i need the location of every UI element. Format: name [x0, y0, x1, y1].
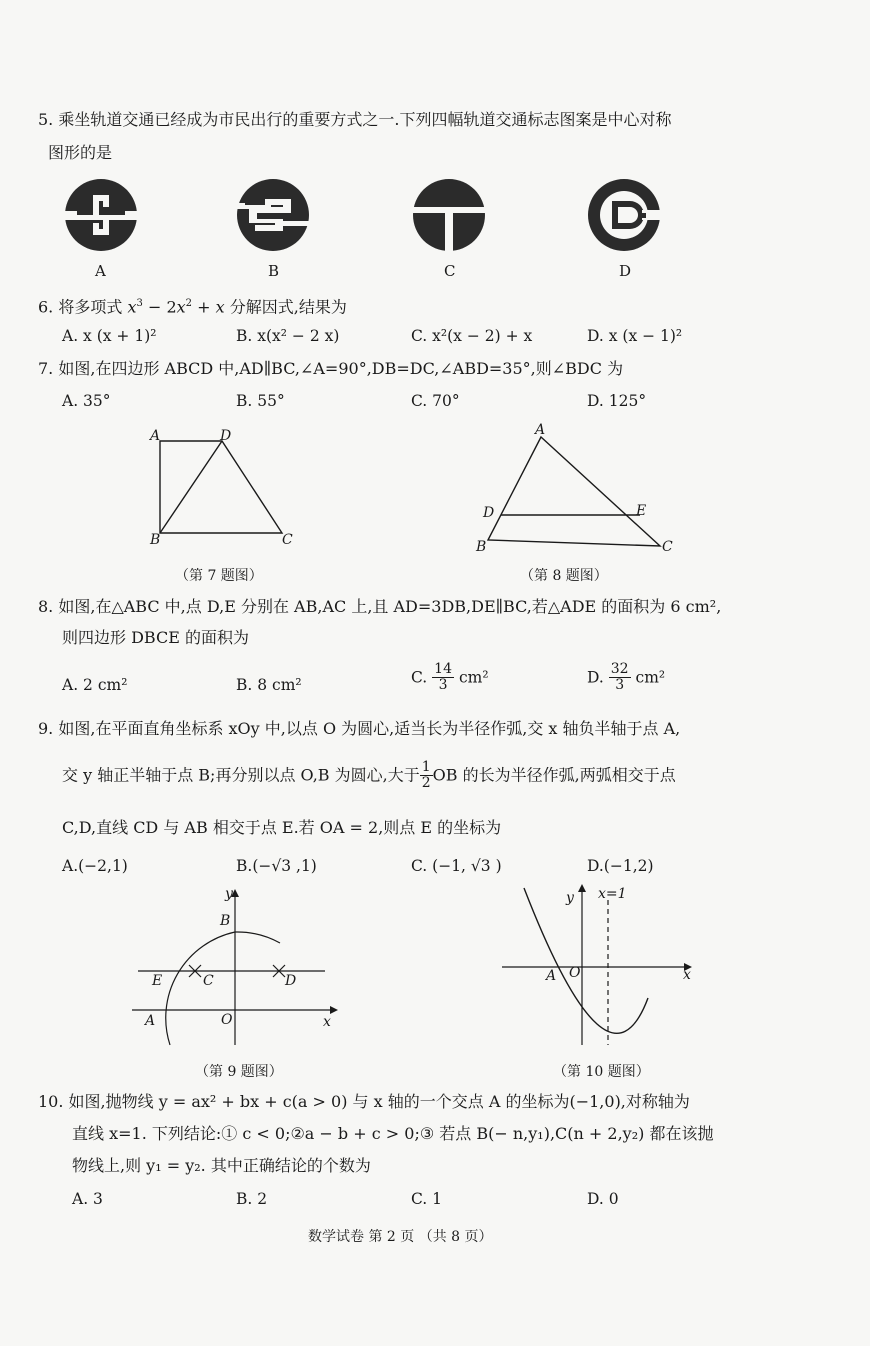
fig7-point-d: D	[220, 428, 232, 444]
q7-stem: 7. 如图,在四边形 ABCD 中,AD∥BC,∠A=90°,DB=DC,∠ABD=35°,则∠BDC 为	[38, 359, 624, 378]
q8-option-a: A. 2 cm²	[62, 676, 128, 694]
q7-option-c: C. 70°	[411, 392, 460, 410]
q6-option-b: B. x(x² − 2 x)	[236, 327, 340, 345]
fig9-point-d: D	[285, 973, 297, 989]
q8-line1: 8. 如图,在△ABC 中,点 D,E 分别在 AB,AC 上,且 AD=3DB,DE∥BC,若△ADE 的面积为 6 cm²,	[38, 597, 722, 616]
fig7-point-a: A	[150, 428, 161, 444]
q6-stem: 6. 将多项式 $x^3 - 2x^2 + x$ 分解因式,结果为	[38, 297, 347, 317]
fig10-point-a: A	[546, 968, 557, 984]
fig9-label-x: x	[323, 1014, 331, 1030]
q9-option-c: C. (−1, √3 )	[411, 857, 502, 875]
fig8-point-d: D	[483, 505, 495, 521]
fig10-label-x: x	[683, 967, 691, 983]
fig7-point-c: C	[282, 532, 293, 548]
q10-line1: 10. 如图,抛物线 y = ax² + bx + c(a > 0) 与 x 轴的一个交点 A 的坐标为(−1,0),对称轴为	[38, 1092, 690, 1111]
q10-option-b: B. 2	[236, 1190, 268, 1208]
fig9-point-a: A	[145, 1013, 156, 1029]
figure-9-coordinate-construction	[130, 885, 340, 1050]
q9-option-d: D.(−1,2)	[587, 857, 654, 875]
q7-option-a: A. 35°	[62, 392, 111, 410]
logo-b-icon	[235, 177, 311, 253]
q8-line2: 则四边形 DBCE 的面积为	[62, 628, 249, 647]
q8-option-b: B. 8 cm²	[236, 676, 302, 694]
q6-option-a: A. x (x + 1)²	[62, 327, 157, 345]
q9-line1: 9. 如图,在平面直角坐标系 xOy 中,以点 O 为圆心,适当长为半径作弧,交 x 轴负半轴于点 A,	[38, 719, 681, 738]
fig8-point-e: E	[636, 503, 647, 519]
fig9-point-b: B	[220, 913, 231, 929]
fig10-point-o: O	[569, 965, 581, 981]
fig9-point-e: E	[152, 973, 163, 989]
q7-option-b: B. 55°	[236, 392, 285, 410]
logo-label-a: A	[95, 262, 106, 280]
q5-line1: 5. 乘坐轨道交通已经成为市民出行的重要方式之一.下列四幅轨道交通标志图案是中心对称	[38, 110, 672, 129]
q5-line2: 图形的是	[48, 143, 113, 162]
figure-7-quadrilateral	[150, 425, 300, 555]
logo-a-icon	[63, 177, 139, 253]
fig8-point-c: C	[662, 539, 673, 555]
fig10-label-x-equals-1: x=1	[598, 886, 627, 902]
fig8-caption: （第 8 题图）	[520, 568, 608, 584]
q9-option-a: A.(−2,1)	[62, 857, 128, 875]
logo-c-icon	[411, 177, 487, 253]
fig8-point-b: B	[476, 539, 487, 555]
q6-option-d: D. x (x − 1)²	[587, 327, 683, 345]
q10-option-d: D. 0	[587, 1190, 619, 1208]
q10-line2: 直线 x=1. 下列结论:① c < 0;②a − b + c > 0;③ 若点 B(− n,y₁),C(n + 2,y₂) 都在该抛	[72, 1124, 714, 1143]
q6-option-c: C. x²(x − 2) + x	[411, 327, 533, 345]
logo-label-c: C	[444, 262, 456, 280]
q8-option-c: C. $\frac{14}{3}$ cm²	[411, 661, 489, 693]
figure-10-parabola	[500, 880, 700, 1050]
logo-label-b: B	[268, 262, 280, 280]
fig9-label-y: y	[225, 886, 233, 902]
fig7-caption: （第 7 题图）	[175, 568, 263, 584]
fig9-point-o: O	[221, 1012, 233, 1028]
fig10-label-y: y	[566, 890, 574, 906]
fig9-point-c: C	[203, 973, 214, 989]
fig9-caption: （第 9 题图）	[195, 1064, 283, 1080]
logo-label-d: D	[619, 262, 632, 280]
q9-line3: C,D,直线 CD 与 AB 相交于点 E.若 OA = 2,则点 E 的坐标为	[62, 818, 502, 837]
q7-option-d: D. 125°	[587, 392, 647, 410]
fig7-point-b: B	[150, 532, 161, 548]
fig8-point-a: A	[535, 422, 546, 438]
q10-option-a: A. 3	[72, 1190, 103, 1208]
q10-option-c: C. 1	[411, 1190, 443, 1208]
q10-line3: 物线上,则 y₁ = y₂. 其中正确结论的个数为	[72, 1156, 371, 1175]
figure-8-triangle	[480, 420, 670, 550]
fig10-caption: （第 10 题图）	[553, 1064, 650, 1080]
q8-option-d: D. $\frac{32}{3}$ cm²	[587, 661, 666, 693]
page-footer: 数学试卷 第 2 页 （共 8 页）	[308, 1229, 493, 1245]
q9-line2: 交 y 轴正半轴于点 B;再分别以点 O,B 为圆心,大于 $\frac{1}{2}$ OB 的长为半径作弧,两弧相交于点	[62, 759, 676, 791]
logo-d-icon	[586, 177, 662, 253]
q9-option-b: B.(−√3 ,1)	[236, 857, 317, 875]
